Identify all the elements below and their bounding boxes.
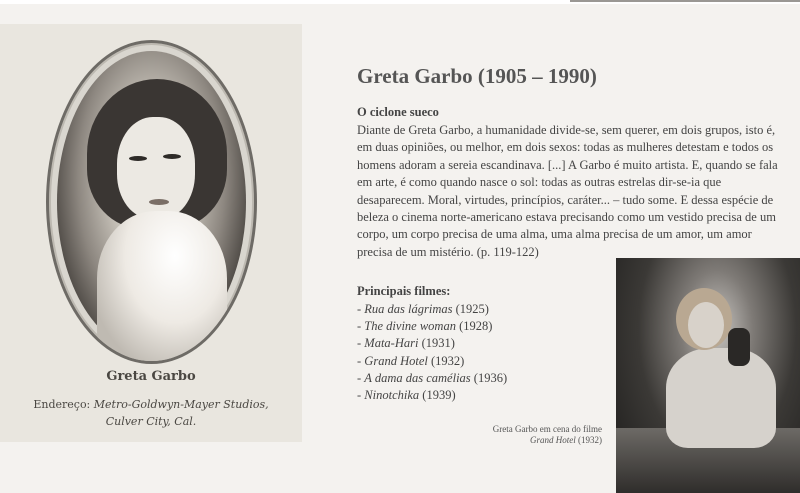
article-body: Diante de Greta Garbo, a humanidade divide-se, sem querer, em dois grupos, isto é, em duas opiniões, ou melhor, em dois sexos: todas as mulheres detestam e todos os homens adoram a sereia escandinava. [...] A Garbo é muito artista. E, quando se fala em arte, é como quando nasce o sol: todas as outras estrelas dir-se-ia que desaparecem. Moral, virtudes, princípios, caráter... – tudo some. E dessa espécie de beleza o cinema norte-americano estava precisando como um vestido precisa de um corpo, um corpo precisa de uma alma, uma alma precisa de um amor, um amor precisa de um mistério. (p. 119-122)	[357, 123, 778, 259]
telephone-icon	[728, 328, 750, 366]
films-heading: Principais filmes:	[357, 284, 451, 298]
photo-caption: Greta Garbo em cena do filme Grand Hotel (1932)	[492, 424, 602, 445]
film-item: - Rua das lágrimas (1925)	[357, 302, 489, 316]
portrait-image	[57, 51, 246, 353]
article-subtitle: O ciclone sueco	[357, 105, 439, 119]
portrait-oval	[46, 40, 257, 364]
film-item: - Ninotchika (1939)	[357, 388, 456, 403]
page-title: Greta Garbo (1905 – 1990)	[357, 64, 597, 88]
address-line2: Culver City, Cal.	[105, 415, 197, 428]
film-item: - A dama das camélias (1936)	[357, 370, 508, 385]
card-name: Greta Garbo	[106, 369, 196, 384]
film-item: - The divine woman (1928)	[357, 319, 493, 334]
films-list	[357, 301, 507, 404]
film-still-photo	[616, 258, 800, 493]
card-address	[0, 396, 302, 430]
film-item: - Grand Hotel (1932)	[357, 353, 465, 368]
top-rule	[570, 0, 800, 2]
scanned-card	[0, 24, 302, 442]
address-label: Endereço:	[33, 398, 91, 411]
address-line1: Metro-Goldwyn-Mayer Studios,	[93, 398, 269, 411]
film-item: - Mata-Hari (1931)	[357, 336, 455, 351]
